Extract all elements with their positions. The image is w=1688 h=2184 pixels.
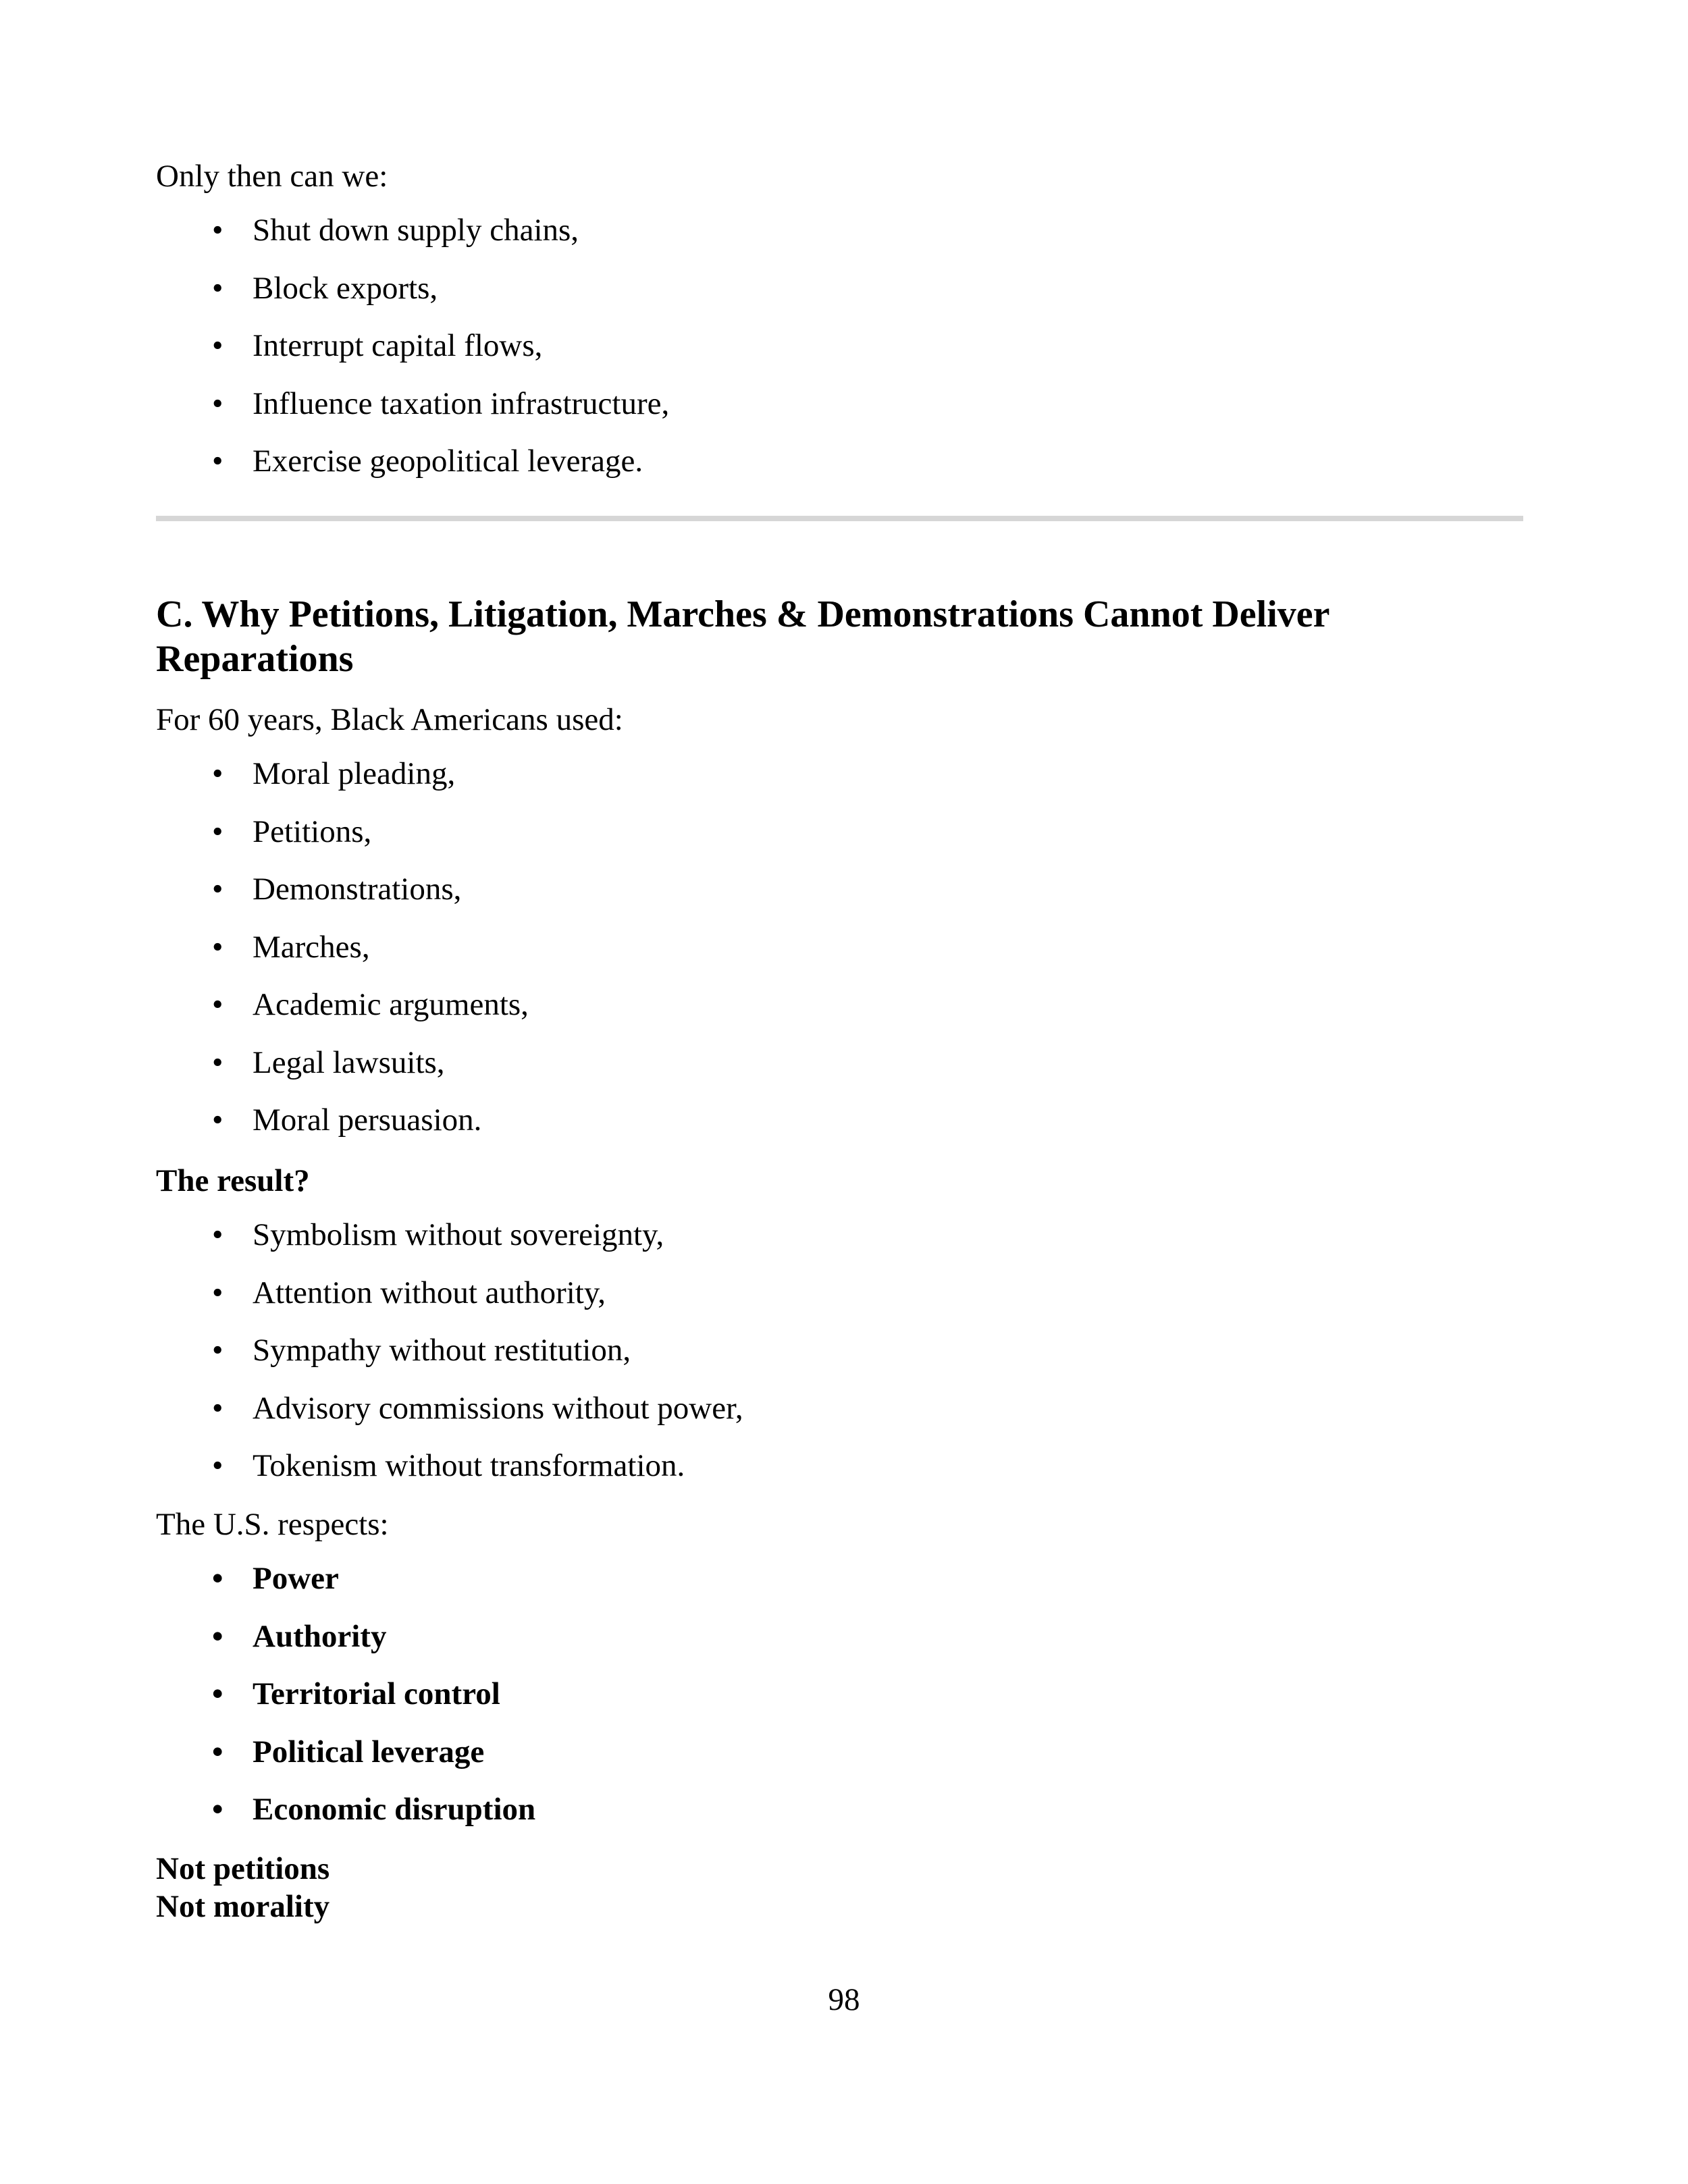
- bullet-icon: •: [212, 1390, 223, 1426]
- horizontal-divider: [156, 516, 1523, 521]
- bullet-icon: •: [212, 1792, 223, 1827]
- bullet-icon: •: [212, 385, 223, 421]
- section-heading-line1: C. Why Petitions, Litigation, Marches & Demonstrations Cannot Deliver: [156, 593, 1330, 635]
- bullet-icon: •: [212, 1217, 223, 1252]
- bullet-icon: •: [212, 1734, 223, 1769]
- bullet-icon: •: [212, 872, 223, 907]
- bullet-icon: •: [212, 1044, 223, 1080]
- bullet-icon: •: [212, 929, 223, 965]
- bullet-icon: •: [212, 444, 223, 479]
- result-label: The result?: [156, 1163, 310, 1198]
- bullet-icon: •: [212, 814, 223, 849]
- bullet-icon: •: [212, 1676, 223, 1711]
- bullet-icon: •: [212, 1275, 223, 1310]
- page-number: 98: [828, 1982, 860, 2017]
- bullet-icon: •: [212, 328, 223, 363]
- bullet-icon: •: [212, 1561, 223, 1596]
- bullet-icon: •: [212, 1102, 223, 1138]
- bullet-icon: •: [212, 213, 223, 248]
- document-page: Only then can we: • Shut down supply chains, • Block exports, • Interrupt capital flows, • Influence taxation infrastructure, • Exercise geopolitical leverage. C. Why Petitions, Litigation, Marches & Demonstrations Cannot Deliver Reparations For 60 years, Black Americans used: • Moral pleading, • Petitions, • Demonstrations, • Marches, • Academic arguments, • Legal lawsuits, • Moral persuasion. The result? • Symbolism without sovereignty, • Attention without authority, • Sympathy without restitution, • Advisory commissions without power, • Tokenism without transformation. The U.S. respects: • Power • Authority • Territorial control • Political leverage • Economic disruption Not petitions Not morality 98: [0, 0, 1688, 2184]
- bullet-icon: •: [212, 1618, 223, 1654]
- bullet-icon: •: [212, 1448, 223, 1483]
- bullet-icon: •: [212, 270, 223, 306]
- intro-text: Only then can we:: [156, 159, 388, 194]
- used-intro-text: For 60 years, Black Americans used:: [156, 702, 623, 737]
- closing-line-1: Not petitions: [156, 1851, 330, 1886]
- bullet-icon: •: [212, 987, 223, 1022]
- section-heading: [156, 592, 1574, 681]
- section-heading-line2: Reparations: [156, 638, 354, 680]
- respects-intro-text: The U.S. respects:: [156, 1507, 389, 1542]
- closing-line-2: Not morality: [156, 1889, 330, 1924]
- bullet-icon: •: [212, 756, 223, 791]
- bullet-icon: •: [212, 1333, 223, 1368]
